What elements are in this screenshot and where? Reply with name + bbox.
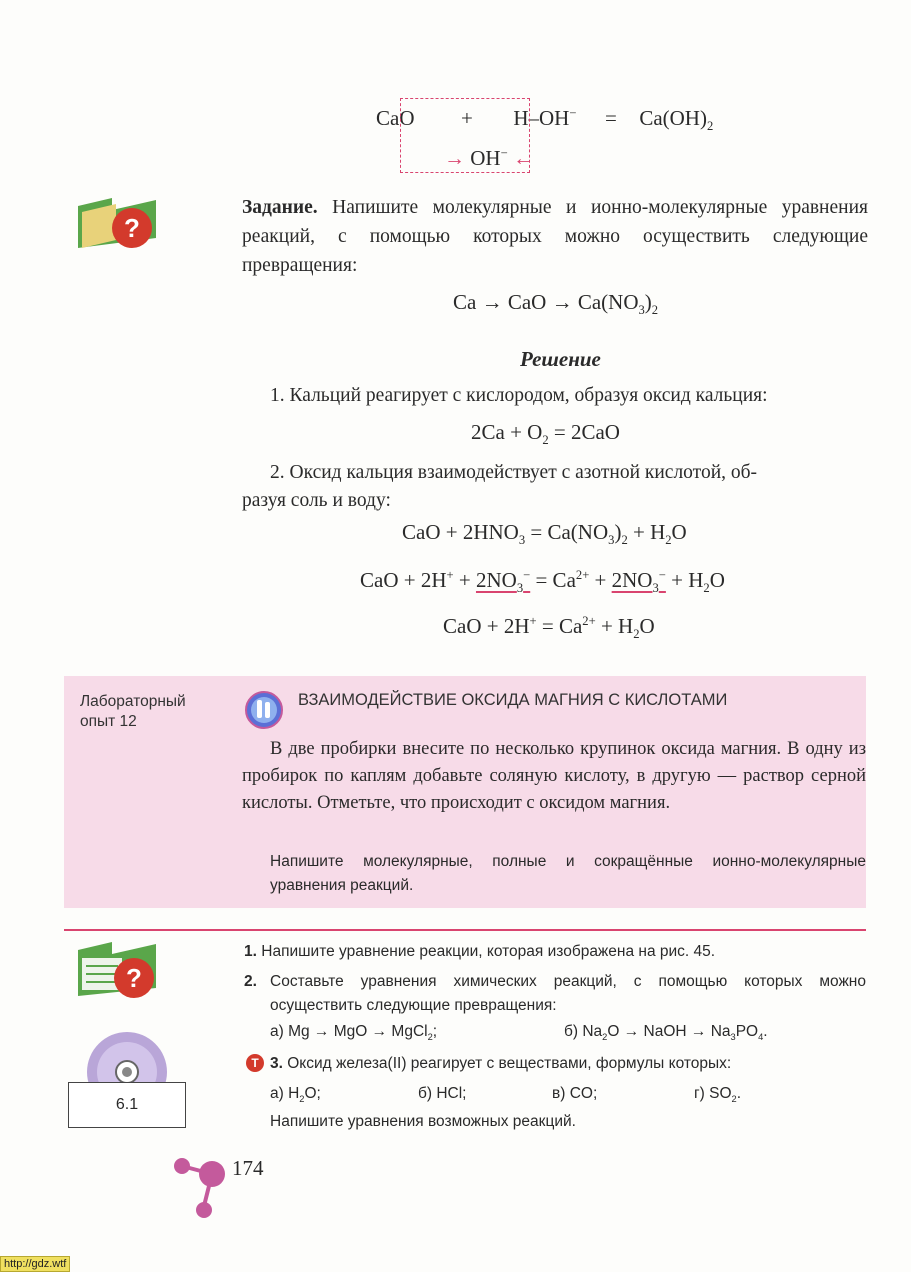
svg-text:?: ? <box>124 213 140 243</box>
eq3-ca-sup: 2+ <box>575 568 590 582</box>
q3-option-b: б) HCl; <box>418 1085 467 1102</box>
solution-heading: Решение <box>520 347 601 371</box>
q2b-b: O → NaOH → Na <box>607 1023 731 1040</box>
eq4-h-sub: 2 <box>633 627 640 642</box>
eq3-o: O <box>709 568 725 592</box>
eq3-plus2: + <box>589 568 612 592</box>
solution-step-2-line2: разуя соль и воду: <box>242 490 391 511</box>
eq3-eq: = Ca <box>530 568 576 592</box>
divider-line <box>64 929 866 931</box>
watermark-text: http://gdz.wtf <box>4 1258 67 1270</box>
q1-num: 1. <box>244 943 257 960</box>
eq2-d: O <box>671 520 687 544</box>
lab-body: В две пробирки внесите по несколько крупинок оксида магния. В одну из пробирок по каплям добавьте соляную кислоту, в другую — раствор серной кислоты. Отметьте, что происходит с оксидом магния. <box>242 739 866 813</box>
eq3-nitrate-2: 2NO <box>611 568 653 592</box>
lab-label-line1: Лабораторный <box>80 693 186 710</box>
q2a-end: ; <box>432 1023 438 1040</box>
page-number: 174 <box>232 1156 264 1180</box>
eq3-nitrate-1-sup: − <box>523 568 531 582</box>
eq3-h-sub: 2 <box>703 581 710 596</box>
eq2-a: CaO + 2HNO <box>402 520 519 544</box>
scheme-nitrate: Ca(NO <box>577 290 639 314</box>
svg-text:?: ? <box>126 963 142 993</box>
q3-option-a <box>270 1082 321 1111</box>
eq2-b-sub2: 2 <box>621 533 628 548</box>
eq4-end: + H <box>595 614 634 638</box>
task-paragraph <box>242 193 868 280</box>
eq4-ca-sup: 2+ <box>582 614 596 628</box>
eq2-b: = Ca(NO <box>525 520 609 544</box>
q3d-s: 2 <box>731 1094 737 1105</box>
scheme-ca: Ca <box>453 290 477 314</box>
eq2-c: + H <box>627 520 666 544</box>
q3a-s: 2 <box>299 1094 305 1105</box>
scheme-cao: CaO <box>507 290 547 314</box>
eq3-end: + H <box>665 568 704 592</box>
eq3-nitrate-1-sub: 3 <box>516 581 524 596</box>
eq3-plus: + <box>453 568 476 592</box>
ion-text: OH <box>470 146 501 170</box>
q3-option-c: в) CO; <box>552 1085 598 1102</box>
water-h: H <box>513 106 529 130</box>
eq2-c-sub: 2 <box>665 533 672 548</box>
q2b-end: . <box>763 1023 768 1040</box>
product: Ca(OH) <box>639 106 707 130</box>
scheme-sub1: 3 <box>638 303 645 318</box>
lab-label <box>80 692 186 732</box>
eq3-nitrate-2-sup: − <box>658 568 666 582</box>
scheme-arrow-1: → <box>481 290 503 314</box>
eq3-a-sup: + <box>446 568 454 582</box>
q3-option-d <box>694 1082 741 1111</box>
dashed-box-bottom <box>400 172 530 173</box>
water-oh: OH <box>539 106 570 130</box>
question-3-tail: Напишите уравнения возможных реакций. <box>270 1113 576 1130</box>
task-folder-icon <box>72 190 162 260</box>
question-2-num: 2. <box>244 973 257 990</box>
eq4-a: CaO + 2H <box>443 614 530 638</box>
q2b-a: б) Na <box>564 1023 603 1040</box>
lab-flask-icon <box>244 690 284 730</box>
test-badge-icon <box>246 1054 264 1072</box>
eq1-equals: = <box>553 420 566 444</box>
question-1 <box>244 940 870 964</box>
task-label: Задание. <box>242 197 318 218</box>
q3-num: 3. <box>270 1055 283 1072</box>
cao-left: CaO <box>376 106 415 130</box>
bottom-ion: → OH− ← <box>444 146 534 170</box>
eq4-eq: = Ca <box>536 614 583 638</box>
top-equation: CaO + $H-OH^- = Ca(OH)_2$ <box>376 106 714 134</box>
lab-instruction: Напишите молекулярные, полные и сокращённые ионно-молекулярные уравнения реакций. <box>270 853 866 894</box>
eq2-a-sub: 3 <box>518 533 526 548</box>
eq1-right: 2CaO <box>570 420 620 444</box>
question-2a <box>270 1020 437 1049</box>
cd-label-box[interactable] <box>68 1082 186 1128</box>
product-sub: 2 <box>706 119 714 134</box>
ion-charge: − <box>500 146 508 160</box>
eq1-left: 2Ca <box>471 420 505 444</box>
q3a-t: а) H <box>270 1085 300 1102</box>
question-2b <box>564 1020 768 1049</box>
q3d-e: . <box>736 1085 742 1102</box>
question-2: Составьте уравнения химических реакций, с помощью которых можно осуществить следующие превращения: <box>270 973 866 1014</box>
task-text: Напишите молекулярные и ионно-молекулярные уравнения реакций, с помощью которых можно осуществить следующие превращения: <box>242 197 868 276</box>
eq2-b-close: ) <box>614 520 622 544</box>
questions-folder-icon <box>72 938 162 1008</box>
eq3-a: CaO + 2H <box>360 568 447 592</box>
eq3-nitrate-2-sub: 3 <box>652 581 659 596</box>
scheme-close: ) <box>644 290 652 314</box>
task-scheme <box>453 290 658 318</box>
test-badge-letter: T <box>251 1056 259 1070</box>
question-3 <box>270 1052 870 1076</box>
eq1-oxygen: O <box>527 420 543 444</box>
q2b-s1: 2 <box>602 1032 608 1043</box>
q3a-e: O; <box>304 1085 321 1102</box>
plus-sign: + <box>461 106 473 130</box>
equation-2 <box>402 520 687 548</box>
q2a-text: а) Mg → MgO → MgCl <box>270 1023 428 1040</box>
scheme-arrow-2: → <box>551 290 573 314</box>
solution-step-1: 1. Кальций реагирует с кислородом, образуя оксид кальция: <box>270 385 768 406</box>
eq1-plus: + <box>510 420 522 444</box>
q2b-c: PO <box>735 1023 759 1040</box>
cd-label: 6.1 <box>115 1096 139 1113</box>
q3d-t: г) SO <box>694 1085 732 1102</box>
equals-sign: = <box>604 106 617 130</box>
q2b-s2: 3 <box>730 1032 736 1043</box>
lab-label-line2: опыт 12 <box>80 713 137 730</box>
eq4-a-sup: + <box>529 614 537 628</box>
q2a-sub: 2 <box>427 1032 433 1043</box>
q1-text: Напишите уравнение реакции, которая изображена на рис. 45. <box>261 943 716 960</box>
eq1-oxygen-sub: 2 <box>542 433 549 448</box>
equation-4 <box>443 614 655 642</box>
cd-disc-icon[interactable] <box>82 1030 172 1090</box>
lab-title: ВЗАИМОДЕЙСТВИЕ ОКСИДА МАГНИЯ С КИСЛОТАМИ <box>298 691 728 709</box>
equation-1 <box>471 420 620 448</box>
q3-text: Оксид железа(II) реагирует с веществами, формулы которых: <box>287 1055 732 1072</box>
eq3-nitrate-1: 2NO <box>475 568 517 592</box>
oh-charge: − <box>569 106 577 120</box>
solution-step-2-line1: 2. Оксид кальция взаимодействует с азотной кислотой, об- <box>270 462 758 483</box>
eq2-b-sub: 3 <box>608 533 615 548</box>
q2b-s3: 4 <box>758 1032 764 1043</box>
scheme-sub2: 2 <box>651 303 659 318</box>
eq4-o: O <box>639 614 655 638</box>
watermark-link[interactable] <box>0 1256 70 1272</box>
equation-3 <box>360 568 725 596</box>
